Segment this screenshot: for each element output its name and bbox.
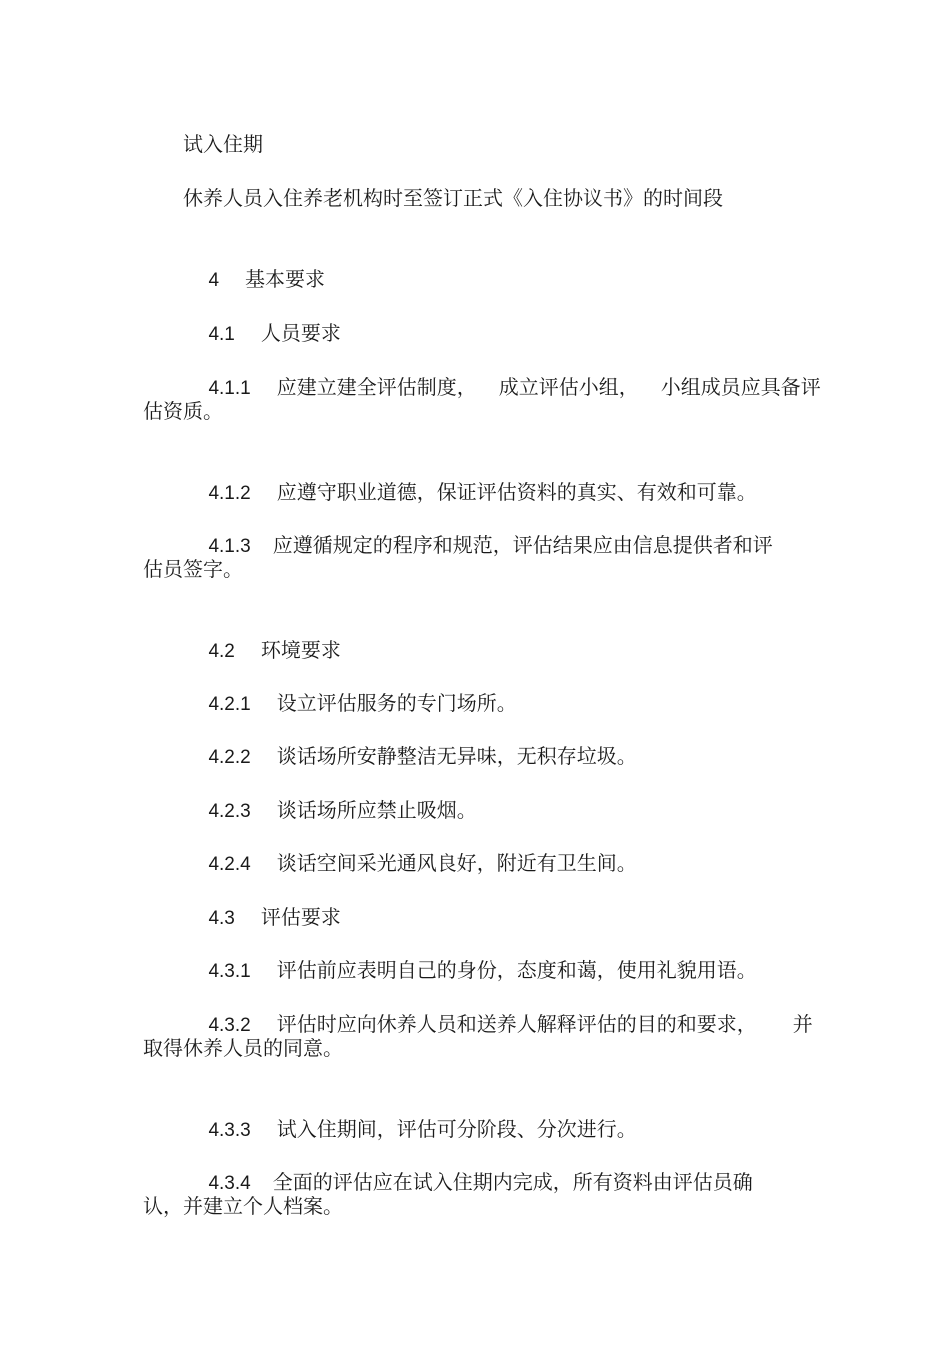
- section-number: 4: [208, 270, 220, 291]
- clause-number: 4.3.1: [208, 961, 251, 982]
- clause-continuation: 估员签字。: [143, 557, 243, 581]
- clause-text-part: 成立评估小组，: [498, 375, 639, 399]
- clause-text: 全面的评估应在试入住期内完成，所有资料由评估员确: [272, 1170, 753, 1194]
- subsection-number: 4.3: [208, 908, 235, 929]
- subsection-title: 环境要求: [260, 638, 341, 662]
- clause-text: 谈话场所应禁止吸烟。: [276, 798, 477, 822]
- clause-number: 4.1.1: [208, 378, 251, 399]
- clause-text: 应遵守职业道德，保证评估资料的真实、有效和可靠。: [276, 480, 757, 504]
- clause-number: 4.1.3: [208, 536, 251, 557]
- clause-continuation: 取得休养人员的同意。: [143, 1036, 343, 1060]
- clause-text: 谈话场所安静整洁无异味，无积存垃圾。: [276, 744, 637, 768]
- clause-text: 应遵循规定的程序和规范，评估结果应由信息提供者和评: [272, 533, 773, 557]
- clause-text: 试入住期间，评估可分阶段、分次进行。: [276, 1117, 637, 1141]
- clause-number: 4.2.1: [208, 694, 251, 715]
- term-definition: 休养人员入住养老机构时至签订正式《入住协议书》的时间段: [183, 186, 723, 210]
- subsection-title: 人员要求: [260, 321, 341, 345]
- clause-continuation: 认，并建立个人档案。: [143, 1194, 343, 1218]
- subsection-number: 4.2: [208, 641, 235, 662]
- clause-text: 谈话空间采光通风良好，附近有卫生间。: [276, 851, 637, 875]
- clause-paragraph: [183, 345, 821, 431]
- term-title: 试入住期: [183, 132, 263, 156]
- clause-number: 4.3.2: [208, 1015, 251, 1036]
- clause-text: 设立评估服务的专门场所。: [276, 691, 517, 715]
- clause-number: 4.2.3: [208, 801, 251, 822]
- clause-text-part: 评估时应向休养人员和送养人解释评估的目的和要求，: [276, 1012, 757, 1036]
- clause-paragraph: [183, 503, 773, 589]
- clause-text-part: 并: [792, 1012, 813, 1036]
- subsection-number: 4.1: [208, 324, 235, 345]
- clause-number: 4.3.4: [208, 1173, 251, 1194]
- clause-text-part: 应建立建全评估制度，: [276, 375, 477, 399]
- clause-text-part: 小组成员应具备评: [660, 375, 821, 399]
- clause-text: 评估前应表明自己的身份，态度和蔼，使用礼貌用语。: [276, 958, 757, 982]
- section-title: 基本要求: [245, 267, 326, 291]
- clause-number: 4.1.2: [208, 483, 251, 504]
- clause-number: 4.2.2: [208, 747, 251, 768]
- subsection-title: 评估要求: [260, 905, 341, 929]
- clause-number: 4.2.4: [208, 854, 251, 875]
- clause-continuation: 估资质。: [143, 399, 223, 423]
- clause-number: 4.3.3: [208, 1120, 251, 1141]
